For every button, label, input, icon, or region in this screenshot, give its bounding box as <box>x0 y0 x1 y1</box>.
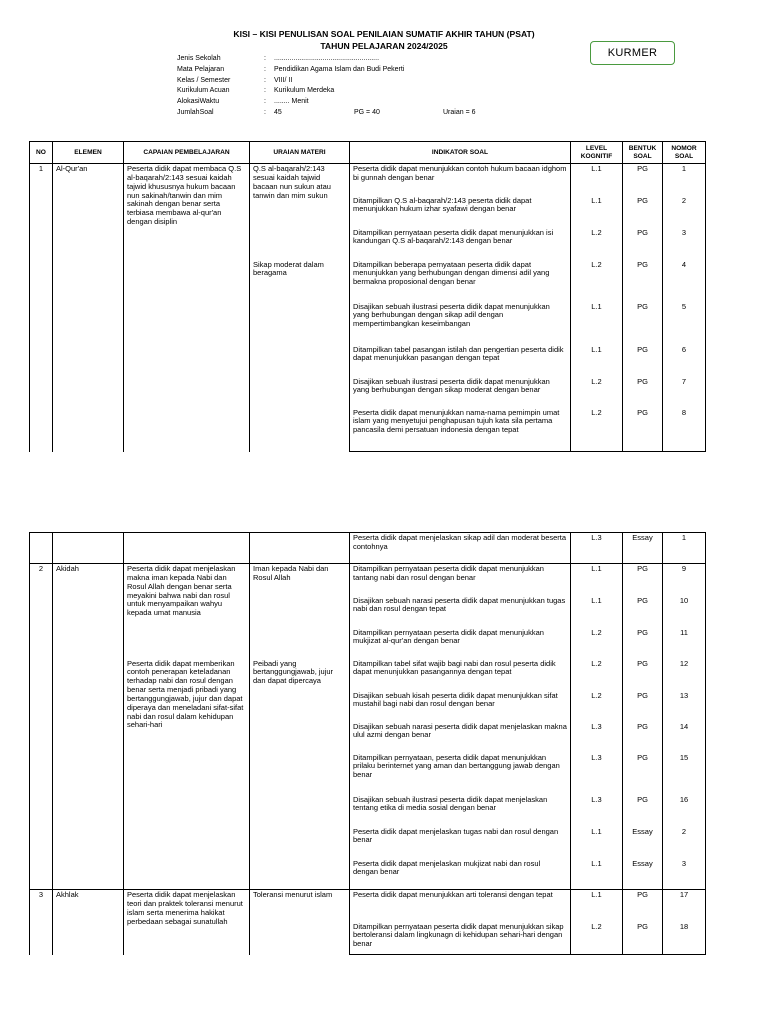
table-row <box>30 533 706 564</box>
cell-no: 3 <box>30 890 53 955</box>
cell-level: L.1 <box>571 827 623 859</box>
meta-colon: : <box>264 65 266 73</box>
cell-nomor: 3 <box>663 228 706 260</box>
cell-level: L.1 <box>571 196 623 228</box>
cell-bentuk: PG <box>623 691 663 722</box>
header-indikator: INDIKATOR SOAL <box>350 142 571 164</box>
cell-indikator: Peserta didik dapat menjelaskan tugas nabi dan rosul dengan benar <box>350 827 571 859</box>
cell-level: L.2 <box>571 260 623 302</box>
cell-indikator: Ditampilkan beberapa pernyataan peserta didik dapat menunjukkan yang berhubungan dengan dimensi adil yang bermakna proposional dengan benar <box>350 260 571 302</box>
kisi-table-page-1 <box>29 141 706 452</box>
curriculum-badge: KURMER <box>590 41 675 65</box>
cell-indikator: Ditampilkan tabel sifat wajib bagi nabi dan rosul peserta didik dapat menunjukkan pasangannya dengan tepat <box>350 659 571 691</box>
meta-colon: : <box>264 98 266 106</box>
cell-indikator: Peserta didik dapat menunjukkan nama-nama pemimpin umat islam yang menyetujui penghapusan tujuh kata sila pertama pancasila demi persatuan indonesia dengan tepat <box>350 408 571 452</box>
cell-materi: Peibadi yang bertanggungjawab, jujur dan dapat dipercaya <box>250 659 350 890</box>
cell-indikator: Ditampilkan pernyataan peserta didik dapat menunjukkan isi kandungan Q.S al-baqarah/2:143 dengan benar <box>350 228 571 260</box>
header-elemen: ELEMEN <box>53 142 124 164</box>
cell-nomor: 16 <box>663 795 706 827</box>
cell-nomor: 4 <box>663 260 706 302</box>
cell-nomor: 8 <box>663 408 706 452</box>
cell-level: L.1 <box>571 564 623 596</box>
cell-capaian: Peserta didik dapat menjelaskan makna iman kepada Nabi dan Rosul Allah dengan benar serta meyakini bahwa nabi dan rosul untuk menyampaikan wahyu kepada umat manusia <box>124 564 250 659</box>
cell-level: L.3 <box>571 795 623 827</box>
cell-capaian: Peserta didik dapat memberikan contoh penerapan keteladanan terhadap nabi dan rosul dengan benar serta menjadi pribadi yang bertanggungjawab, jujur dan dapat diperaya dan meneladani sifat-sifat nabi dan rosul dalam kehidupan sehari-hari <box>124 659 250 890</box>
cell-nomor: 18 <box>663 922 706 955</box>
cell-capaian: Peserta didik dapat menjelaskan teori dan praktek toleransi menurut islam serta menerima hakikat perbedaan sebagai sunatullah <box>124 890 250 955</box>
cell-indikator: Disajikan sebuah narasi peserta didik dapat menjelaskan makna ulul azmi dengan benar <box>350 722 571 753</box>
cell-no <box>30 533 53 564</box>
cell-elemen: Akidah <box>53 564 124 890</box>
cell-materi: Sikap moderat dalam beragama <box>250 260 350 452</box>
cell-bentuk: PG <box>623 345 663 377</box>
cell-elemen: Al-Qur'an <box>53 164 124 452</box>
meta-label: Kurikulum Acuan <box>177 87 230 95</box>
header-capaian: CAPAIAN PEMBELAJARAN <box>124 142 250 164</box>
cell-indikator: Ditampilkan pernyataan peserta didik dapat menunjukkan tantang nabi dan rosul dengan benar <box>350 564 571 596</box>
meta-colon: : <box>264 87 266 95</box>
cell-level: L.1 <box>571 596 623 628</box>
meta-value: Pendidikan Agama Islam dan Budi Pekerti <box>274 65 405 73</box>
cell-level: L.2 <box>571 408 623 452</box>
cell-level: L.2 <box>571 228 623 260</box>
cell-nomor: 10 <box>663 596 706 628</box>
cell-bentuk: PG <box>623 628 663 659</box>
cell-indikator: Disajikan sebuah ilustrasi peserta didik dapat menunjukkan yang berhubungan dengan sikap moderat dengan benar <box>350 377 571 408</box>
cell-indikator: Disajikan sebuah ilustrasi peserta didik dapat menunjukkan yang berhubungan dengan sikap adil dengan mempertimbangkan keseimbangan <box>350 302 571 345</box>
cell-indikator: Ditampilkan pernyataan, peserta didik dapat menunjukkan prilaku berinternet yang aman dan bertanggung jawab dengan benar <box>350 753 571 795</box>
header-nomor: NOMOR SOAL <box>663 142 706 164</box>
cell-bentuk: PG <box>623 377 663 408</box>
cell-nomor: 9 <box>663 564 706 596</box>
meta-value: Kurikulum Merdeka <box>274 87 335 95</box>
cell-level: L.2 <box>571 922 623 955</box>
cell-bentuk: Essay <box>623 859 663 890</box>
table-row <box>30 659 706 691</box>
cell-level: L.2 <box>571 377 623 408</box>
cell-bentuk: Essay <box>623 533 663 564</box>
cell-level: L.2 <box>571 659 623 691</box>
table-row <box>30 890 706 922</box>
cell-nomor: 13 <box>663 691 706 722</box>
cell-indikator: Disajikan sebuah ilustrasi peserta didik dapat menjelaskan tentang etika di media sosial dengan benar <box>350 795 571 827</box>
cell-no: 1 <box>30 164 53 452</box>
cell-bentuk: PG <box>623 408 663 452</box>
table-header-row <box>30 142 706 164</box>
cell-bentuk: PG <box>623 722 663 753</box>
meta-value: ...................................................... <box>274 55 380 62</box>
meta-colon: : <box>264 55 266 62</box>
cell-level: L.2 <box>571 628 623 659</box>
cell-indikator: Peserta didik dapat menjelaskan sikap adil dan moderat beserta contohnya <box>350 533 571 564</box>
cell-bentuk: PG <box>623 196 663 228</box>
cell-level: L.2 <box>571 691 623 722</box>
cell-level: L.3 <box>571 722 623 753</box>
meta-uraian-count: Uraian = 6 <box>443 108 476 116</box>
cell-nomor: 15 <box>663 753 706 795</box>
cell-nomor: 7 <box>663 377 706 408</box>
meta-label: JumlahSoal <box>177 108 214 116</box>
cell-materi: Q.S al-baqarah/2:143 sesuai kaidah tajwid bacaan nun sukun atau tanwin dan mim sukun <box>250 164 350 260</box>
cell-bentuk: PG <box>623 228 663 260</box>
cell-nomor: 3 <box>663 859 706 890</box>
cell-level: L.3 <box>571 533 623 564</box>
cell-bentuk: PG <box>623 795 663 827</box>
cell-indikator: Disajikan sebuah kisah peserta didik dapat menunjukkan sifat mustahil bagi nabi dan rosul dengan benar <box>350 691 571 722</box>
cell-bentuk: PG <box>623 890 663 922</box>
meta-label: Jenis Sekolah <box>177 55 221 62</box>
cell-level: L.1 <box>571 345 623 377</box>
header-level: LEVEL KOGNITIF <box>571 142 623 164</box>
cell-level: L.1 <box>571 164 623 196</box>
cell-bentuk: PG <box>623 302 663 345</box>
cell-indikator: Ditampilkan pernyataan peserta didik dapat menunjukkan mukjizat al-qur'an dengan benar <box>350 628 571 659</box>
cell-indikator: Ditampilkan tabel pasangan istilah dan pengertian peserta didik dapat menunjukkan pasangan dengan tepat <box>350 345 571 377</box>
table-row <box>30 564 706 596</box>
cell-bentuk: PG <box>623 922 663 955</box>
cell-capaian: Peserta didik dapat membaca Q.S al-baqarah/2:143 sesuai kaidah tajwid khususnya hukum bacaan nun sakinah/tanwin dan mim sakinah dengan benar serta terbiasa membawa al-qur'an dengan disiplin <box>124 164 250 452</box>
cell-bentuk: PG <box>623 260 663 302</box>
cell-indikator: Ditampilkan pernyataan peserta didik dapat menunjukkan sikap bertoleransi dalam lingkunagn di kehidupan sehari-hari dengan benar <box>350 922 571 955</box>
cell-nomor: 2 <box>663 196 706 228</box>
meta-colon: : <box>264 108 266 116</box>
cell-nomor: 12 <box>663 659 706 691</box>
cell-level: L.1 <box>571 302 623 345</box>
cell-indikator: Peserta didik dapat menunjukkan contoh hukum bacaan idghom bi gunnah dengan benar <box>350 164 571 196</box>
meta-pg-count: PG = 40 <box>354 108 380 116</box>
cell-capaian <box>124 533 250 564</box>
cell-nomor: 17 <box>663 890 706 922</box>
meta-label: AlokasiWaktu <box>177 98 220 106</box>
meta-label: Kelas / Semester <box>177 76 231 84</box>
cell-materi: Toleransi menurut islam <box>250 890 350 955</box>
document-subtitle: TAHUN PELAJARAN 2024/2025 <box>320 41 448 51</box>
kisi-table-page-2 <box>29 532 706 955</box>
header-no: NO <box>30 142 53 164</box>
cell-bentuk: PG <box>623 659 663 691</box>
cell-indikator: Disajikan sebuah narasi peserta didik dapat menunjukkan tugas nabi dan rosul dengan tepat <box>350 596 571 628</box>
cell-bentuk: Essay <box>623 827 663 859</box>
meta-value: 45 <box>274 108 282 116</box>
meta-value: ........ Menit <box>274 98 309 106</box>
cell-nomor: 5 <box>663 302 706 345</box>
header-bentuk: BENTUK SOAL <box>623 142 663 164</box>
document-title: KISI – KISI PENULISAN SOAL PENILAIAN SUMATIF AKHIR TAHUN (PSAT) <box>233 29 535 39</box>
cell-nomor: 14 <box>663 722 706 753</box>
cell-bentuk: PG <box>623 164 663 196</box>
meta-value: VIII/ II <box>274 76 293 84</box>
table-row <box>30 164 706 196</box>
cell-elemen: Akhlak <box>53 890 124 955</box>
meta-label: Mata Pelajaran <box>177 65 225 73</box>
cell-level: L.1 <box>571 859 623 890</box>
cell-no: 2 <box>30 564 53 890</box>
cell-indikator: Ditampilkan Q.S al-baqarah/2:143 peserta didik dapat menunjukkan hukum izhar syafawi dengan benar <box>350 196 571 228</box>
cell-nomor: 2 <box>663 827 706 859</box>
header-uraian: URAIAN MATERI <box>250 142 350 164</box>
cell-bentuk: PG <box>623 753 663 795</box>
cell-materi <box>250 533 350 564</box>
meta-colon: : <box>264 76 266 84</box>
cell-bentuk: PG <box>623 564 663 596</box>
cell-nomor: 11 <box>663 628 706 659</box>
cell-elemen <box>53 533 124 564</box>
cell-level: L.3 <box>571 753 623 795</box>
cell-materi: Iman kepada Nabi dan Rosul Allah <box>250 564 350 659</box>
cell-level: L.1 <box>571 890 623 922</box>
cell-nomor: 6 <box>663 345 706 377</box>
cell-nomor: 1 <box>663 164 706 196</box>
cell-nomor: 1 <box>663 533 706 564</box>
cell-bentuk: PG <box>623 596 663 628</box>
cell-indikator: Peserta didik dapat menjelaskan mukjizat nabi dan rosul dengan benar <box>350 859 571 890</box>
cell-indikator: Peserta didik dapat menunjukkan arti toleransi dengan tepat <box>350 890 571 922</box>
